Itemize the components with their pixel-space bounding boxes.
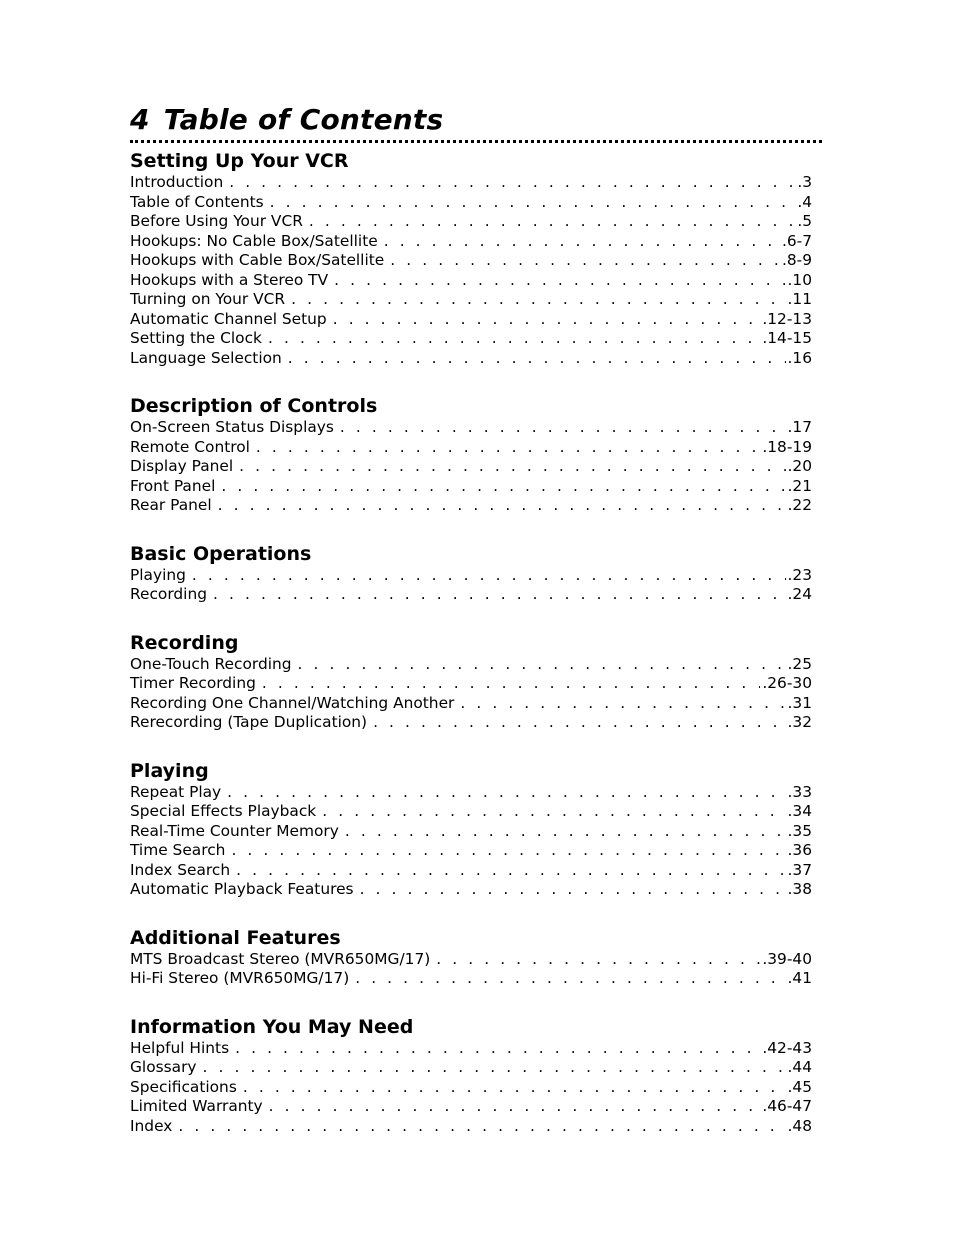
toc-entry-page: .3 (797, 173, 812, 191)
toc-entry-label: Display Panel (130, 457, 234, 475)
toc-entry-list (130, 566, 812, 605)
dot-leader (269, 1097, 761, 1117)
toc-entry-label: Glossary (130, 1058, 197, 1076)
toc-entry (130, 349, 812, 369)
toc-entry-page: .35 (787, 821, 812, 840)
dot-leader (221, 477, 785, 497)
toc-entry-page: .32 (787, 713, 812, 731)
toc-entry-page: .42-43 (762, 1038, 812, 1057)
toc-entry-list (130, 1039, 812, 1137)
dot-leader (355, 969, 785, 989)
toc-section (130, 926, 820, 989)
toc-entry (130, 193, 812, 213)
toc-entry (130, 290, 812, 310)
dot-leader (345, 822, 786, 842)
toc-entry-label: Timer Recording (130, 674, 256, 692)
toc-entry-page: .12-13 (762, 309, 812, 328)
toc-entry-page: .31 (787, 693, 812, 712)
toc-entry-label: Specifications (130, 1077, 237, 1096)
dot-leader (384, 232, 780, 252)
section-title: Additional Features (130, 926, 341, 949)
toc-entry-page: .45 (787, 1077, 812, 1096)
toc-entry (130, 950, 812, 970)
toc-entry-label: One-Touch Recording (130, 654, 292, 673)
toc-entry-label: Hookups with a Stereo TV (130, 270, 329, 289)
dot-leader (460, 694, 785, 714)
dot-leader (268, 329, 760, 349)
dot-leader (322, 802, 785, 822)
dot-leader (178, 1117, 785, 1137)
toc-entry-label: Recording One Channel/Watching Another (130, 693, 455, 712)
toc-entry-page: .6-7 (781, 231, 812, 250)
toc-entry (130, 566, 812, 586)
toc-entry-page: .38 (787, 880, 812, 898)
toc-entry-label: Hi-Fi Stereo (MVR650MG/17) (130, 969, 350, 987)
toc-entry-page: .23 (787, 565, 812, 584)
toc-entry-label: Turning on Your VCR (130, 290, 286, 308)
page-title (130, 100, 820, 140)
dot-leader (270, 193, 796, 213)
dot-leader (243, 1078, 786, 1098)
toc-entry (130, 1117, 812, 1137)
section-title: Recording (130, 631, 239, 654)
section-title: Information You May Need (130, 1015, 414, 1038)
toc-entry-page: .44 (787, 1058, 812, 1076)
toc-entry-page: .17 (787, 418, 812, 436)
dot-leader (239, 457, 785, 477)
toc-section (130, 1015, 820, 1137)
dot-leader (291, 290, 785, 310)
toc-entry-page: .14-15 (762, 329, 812, 347)
toc-entry-page: .4 (797, 192, 812, 211)
section-title: Setting Up Your VCR (130, 150, 349, 172)
toc-entry-page: .21 (787, 476, 812, 495)
toc-entry-list (130, 418, 812, 516)
toc-entry-page: .37 (787, 860, 812, 879)
toc-entry-label: Helpful Hints (130, 1038, 230, 1057)
dot-leader (231, 841, 785, 861)
page-number: 4 (130, 103, 150, 136)
dot-leader (229, 173, 795, 193)
dot-leader (298, 655, 786, 675)
toc-entry (130, 783, 812, 803)
toc-entry (130, 674, 812, 694)
toc-entry-list (130, 655, 812, 733)
dot-leader (373, 713, 785, 733)
toc-entry-page: .8-9 (781, 251, 812, 269)
toc-entry-page: .24 (787, 585, 812, 603)
toc-entry-label: Introduction (130, 173, 224, 191)
dot-leader (334, 271, 785, 291)
toc-entry-label: Time Search (130, 841, 226, 859)
toc-entry-label: Index (130, 1116, 173, 1135)
toc-entry-page: .41 (787, 969, 812, 987)
toc-entry-label: Repeat Play (130, 782, 222, 801)
toc-entry-page: .20 (787, 457, 812, 475)
toc-entry-label: Limited Warranty (130, 1097, 263, 1115)
dot-leader (218, 496, 786, 516)
dot-leader (213, 585, 786, 605)
toc-entry (130, 496, 812, 516)
toc-entry-label: Table of Contents (130, 192, 264, 211)
toc-entry-label: Hookups with Cable Box/Satellite (130, 251, 385, 269)
toc-entry-page: .10 (787, 270, 812, 289)
toc-entry (130, 438, 812, 458)
toc-entry-page: .36 (787, 841, 812, 859)
toc-entry (130, 212, 812, 232)
toc-entry (130, 232, 812, 252)
dot-leader (256, 438, 760, 458)
toc-entry-page: .34 (787, 802, 812, 820)
toc-section (130, 759, 820, 900)
section-title: Playing (130, 759, 209, 782)
toc-entry-label: MTS Broadcast Stereo (MVR650MG/17) (130, 949, 431, 968)
toc-entry (130, 418, 812, 438)
dot-leader (235, 1039, 760, 1059)
toc-entry-label: Rerecording (Tape Duplication) (130, 713, 368, 731)
toc-section (130, 394, 820, 516)
dot-leader (309, 212, 795, 232)
toc-entry-label: Real-Time Counter Memory (130, 821, 339, 840)
toc-entry-label: Setting the Clock (130, 329, 262, 347)
dot-leader (360, 880, 786, 900)
toc-entry (130, 694, 812, 714)
toc-section (130, 631, 820, 733)
toc-entry-label: Playing (130, 565, 186, 584)
dot-leader (390, 251, 780, 271)
dot-leader (262, 674, 761, 694)
dot-leader (340, 418, 786, 438)
toc-sections (130, 149, 820, 1136)
toc-entry-page: .18-19 (762, 437, 812, 456)
dot-leader (333, 310, 761, 330)
toc-entry (130, 585, 812, 605)
toc-entry (130, 329, 812, 349)
toc-entry-page: .39-40 (762, 949, 812, 968)
toc-entry (130, 310, 812, 330)
toc-entry (130, 1039, 812, 1059)
toc-entry (130, 271, 812, 291)
toc-entry-page: .22 (787, 496, 812, 514)
dot-leader (288, 349, 786, 369)
toc-entry-label: Front Panel (130, 476, 216, 495)
dot-leader (192, 566, 786, 586)
toc-entry-label: Recording (130, 585, 207, 603)
section-title: Description of Controls (130, 395, 378, 417)
page-title-text: Table of Contents (163, 103, 444, 136)
toc-entry-label: Language Selection (130, 348, 282, 367)
toc-entry (130, 969, 812, 989)
toc-entry-label: Before Using Your VCR (130, 212, 303, 230)
toc-entry-label: Automatic Channel Setup (130, 309, 327, 328)
toc-entry (130, 802, 812, 822)
toc-entry-label: Rear Panel (130, 496, 212, 514)
toc-entry (130, 713, 812, 733)
toc-entry-label: Automatic Playback Features (130, 880, 354, 898)
toc-entry-label: Special Effects Playback (130, 802, 317, 820)
toc-entry-label: Remote Control (130, 437, 250, 456)
toc-entry (130, 1078, 812, 1098)
toc-entry-list (130, 783, 812, 900)
dot-leader (436, 950, 760, 970)
toc-entry (130, 1058, 812, 1078)
toc-entry-page: .26-30 (762, 674, 812, 692)
toc-entry-list (130, 950, 812, 989)
dotted-rule (130, 140, 822, 143)
toc-entry (130, 655, 812, 675)
toc-entry (130, 861, 812, 881)
toc-entry-label: Index Search (130, 860, 231, 879)
toc-entry-label: Hookups: No Cable Box/Satellite (130, 231, 378, 250)
toc-page (130, 100, 820, 1136)
toc-entry-list (130, 173, 812, 368)
toc-section (130, 149, 820, 368)
toc-entry (130, 841, 812, 861)
toc-entry-label: On-Screen Status Displays (130, 418, 334, 436)
dot-leader (236, 861, 785, 881)
toc-entry (130, 822, 812, 842)
section-title: Basic Operations (130, 542, 312, 565)
toc-entry-page: .16 (787, 348, 812, 367)
toc-entry-page: .33 (787, 782, 812, 801)
toc-entry (130, 251, 812, 271)
toc-entry-page: .5 (797, 212, 812, 230)
dot-leader (227, 783, 785, 803)
toc-entry (130, 457, 812, 477)
toc-entry-page: .48 (787, 1116, 812, 1135)
toc-entry-page: .46-47 (762, 1097, 812, 1115)
toc-entry-page: .11 (787, 290, 812, 308)
dot-leader (203, 1058, 786, 1078)
toc-section (130, 542, 820, 605)
toc-entry (130, 880, 812, 900)
toc-entry (130, 1097, 812, 1117)
toc-entry (130, 477, 812, 497)
toc-entry-page: .25 (787, 654, 812, 673)
toc-entry (130, 173, 812, 193)
